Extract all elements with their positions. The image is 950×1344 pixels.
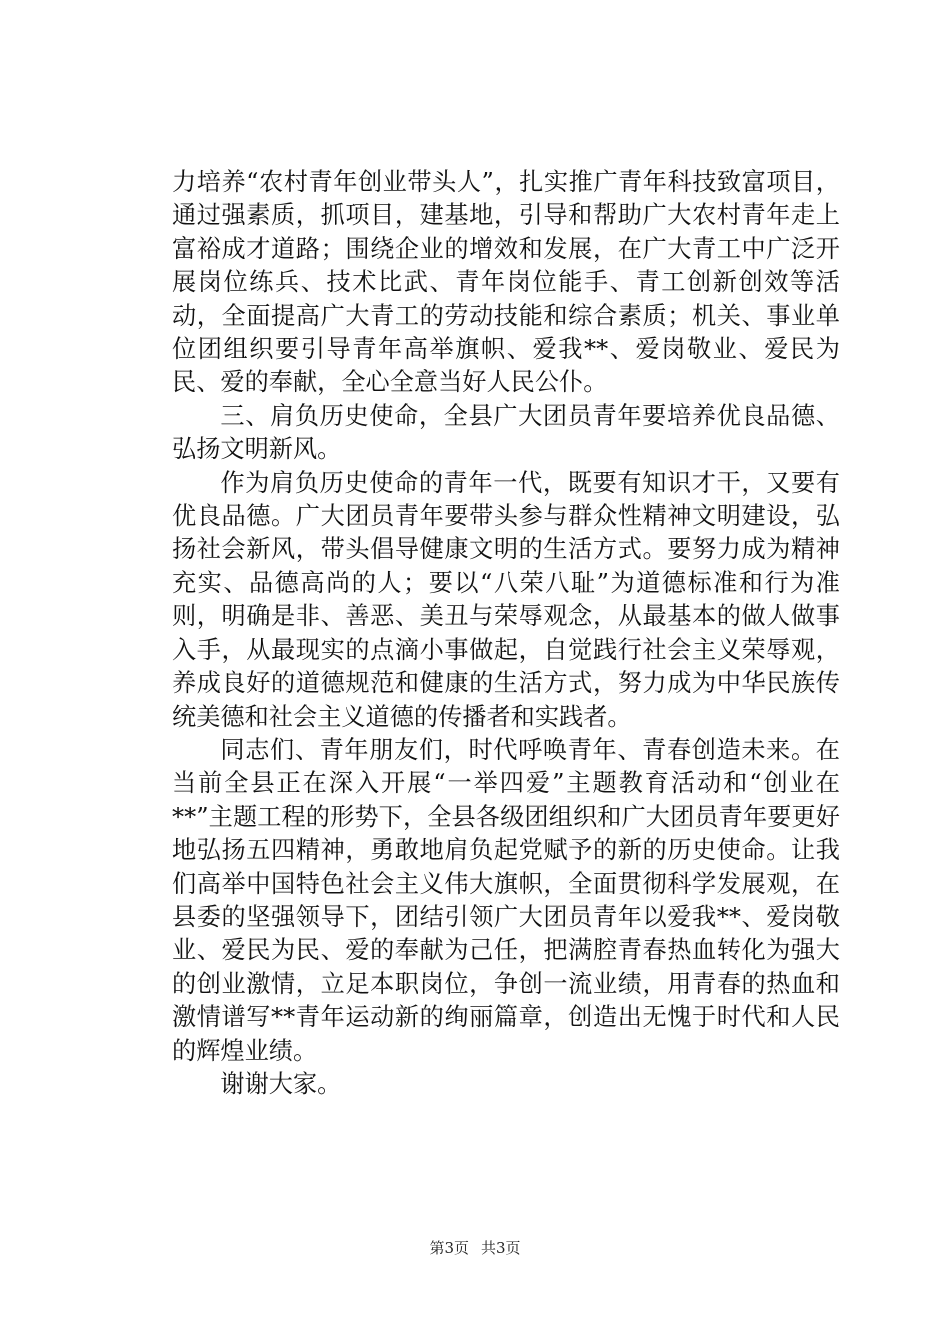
section-heading-three: 三、肩负历史使命，全县广大团员青年要培养优良品德、弘扬文明新风。: [172, 401, 840, 464]
paragraph-moral-character: 作为肩负历史使命的青年一代，既要有知识才干，又要有优良品德。广大团员青年要带头参与群众性精神文明建设，弘扬社会新风，带头倡导健康文明的生活方式。要努力成为精神充实、品德高尚的人；要以“八荣八耻”为道德标准和行为准则，明确是非、善恶、美丑与荣辱观念，从最基本的做人做事入手，从最现实的点滴小事做起，自觉践行社会主义荣辱观，养成良好的道德规范和健康的生活方式，努力成为中华民族传统美德和社会主义道德的传播者和实践者。: [172, 468, 840, 731]
paragraph-closing-appeal: 同志们、青年朋友们，时代呼唤青年、青春创造未来。在当前全县正在深入开展“一举四爱”主题教育活动和“创业在**”主题工程的形势下，全县各级团组织和广大团员青年要更好地弘扬五四精神，勇敢地肩负起党赋予的新的历史使命。让我们高举中国特色社会主义伟大旗帜，全面贯彻科学发展观，在县委的坚强领导下，团结引领广大团员青年以爱我**、爱岗敬业、爱民为民、爱的奉献为己任，把满腔青春热血转化为强大的创业激情，立足本职岗位，争创一流业绩，用青春的热血和激情谱写**青年运动新的绚丽篇章，创造出无愧于时代和人民的辉煌业绩。: [172, 735, 840, 1065]
document-body: [172, 166, 840, 1101]
page-total: 共3页: [481, 1239, 521, 1257]
page-footer: [0, 1238, 950, 1258]
page-number: 第3页: [429, 1239, 469, 1257]
paragraph-continuation: 力培养“农村青年创业带头人”，扎实推广青年科技致富项目，通过强素质，抓项目，建基地，引导和帮助广大农村青年走上富裕成才道路；围绕企业的增效和发展，在广大青工中广泛开展岗位练兵、技术比武、青年岗位能手、青工创新创效等活动，全面提高广大青工的劳动技能和综合素质；机关、事业单位团组织要引导青年高举旗帜、爱我**、爱岗敬业、爱民为民、爱的奉献，全心全意当好人民公仆。: [172, 168, 840, 397]
paragraph-thanks: 谢谢大家。: [220, 1069, 342, 1098]
